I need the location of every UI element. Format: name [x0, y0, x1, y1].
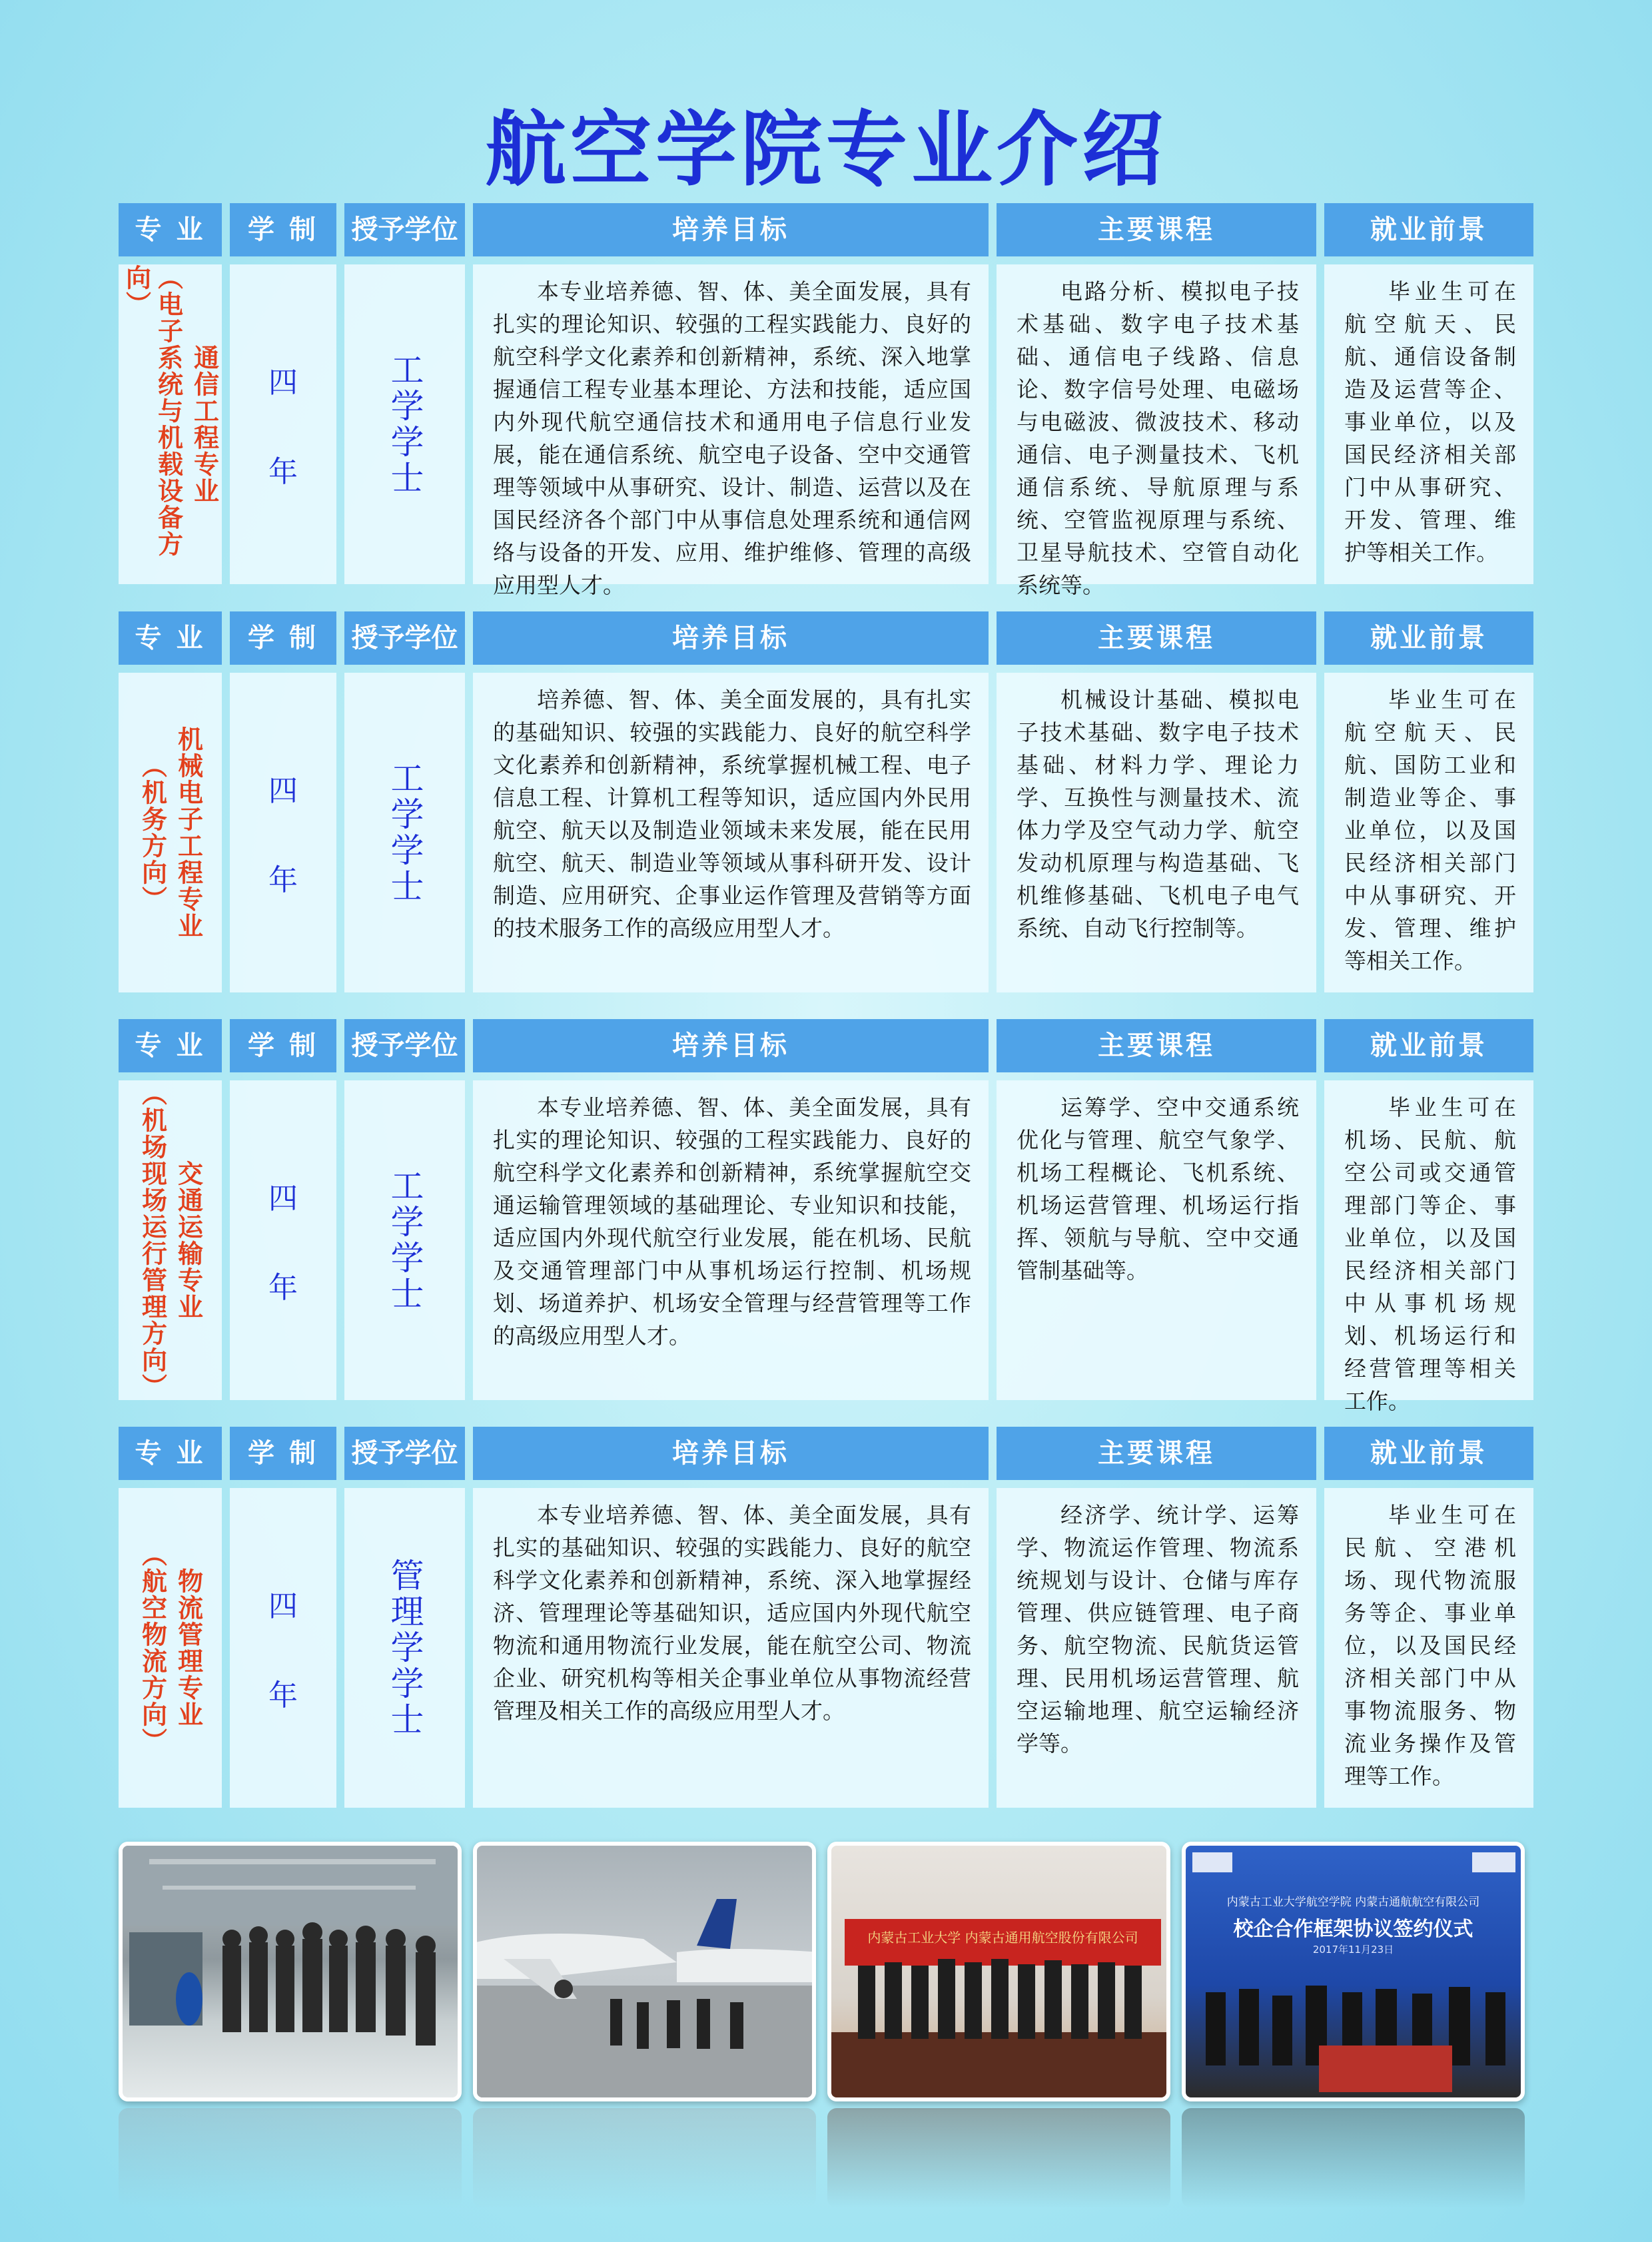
degree-cell [344, 673, 465, 992]
duration-unit: 年 [268, 863, 298, 897]
career-cell [1324, 673, 1533, 992]
duration-cell [230, 1488, 336, 1808]
hangar-visit-photo [119, 1842, 462, 2101]
degree-text: 工学学士 [385, 761, 424, 905]
duration-cell [230, 1080, 336, 1400]
duration-unit: 年 [268, 1679, 298, 1712]
duration-unit: 年 [268, 455, 298, 489]
header-courses: 主要课程 [997, 1427, 1316, 1480]
degree-cell [344, 264, 465, 584]
major-name: 通信工程专业 [189, 344, 219, 504]
career-cell [1324, 1080, 1533, 1414]
major-name-cell [119, 1080, 222, 1400]
courses-cell [997, 673, 1316, 992]
degree-text: 工学学士 [385, 352, 424, 496]
duration-cell [230, 673, 336, 992]
program-section [119, 1427, 1533, 1820]
page-title: 航空学院专业介绍 [485, 103, 1167, 197]
ceremony-date: 2017年11月23日 [1312, 1944, 1394, 1956]
major-direction: （机务方向） [137, 753, 167, 913]
goal-cell [473, 1488, 989, 1808]
major-direction: （电子系统与机载设备方向） [121, 264, 183, 558]
header-career: 就业前景 [1324, 1427, 1533, 1480]
photo-reflection [473, 2108, 816, 2208]
header-major: 专 业 [119, 611, 222, 665]
degree-cell [344, 1488, 465, 1808]
header-major: 专 业 [119, 1427, 222, 1480]
goal-text: 本专业培养德、智、体、美全面发展，具有扎实的理论知识、较强的工程实践能力、良好的航空科学文化素养和创新精神，系统掌握航空交通运输管理领域的基础理论、专业知识和技能，适应国内外现代航空行业发展，能在机场、民航及交通管理部门中从事机场运行控制、机场规划、场道养护、机场安全管理与经营管理等工作的高级应用型人才。 [493, 1094, 971, 1349]
major-direction: （机场现场运行管理方向） [137, 1080, 167, 1400]
header-career: 就业前景 [1324, 203, 1533, 256]
courses-text: 电路分析、模拟电子技术基础、数字电子技术基础、通信电子线路、信息论、数字信号处理、电磁场与电磁波、微波技术、移动通信、电子测量技术、飞机通信系统、导航原理与系统、空管监视原理与系统、卫星导航技术、空管自动化系统等。 [1017, 278, 1299, 598]
courses-text: 运筹学、空中交通系统优化与管理、航空气象学、机场工程概论、飞机系统、机场运营管理、机场运行指挥、领航与导航、空中交通管制基础等。 [1017, 1094, 1299, 1284]
ceremony-title: 校企合作框架协议签约仪式 [1233, 1918, 1473, 1941]
airport-apron-photo [473, 1842, 816, 2101]
career-cell [1324, 1488, 1533, 1808]
program-section [119, 1019, 1533, 1412]
duration-number: 四 [268, 1589, 298, 1623]
degree-text: 管理学学士 [385, 1558, 424, 1738]
goal-text: 培养德、智、体、美全面发展的，具有扎实的基础知识、较强的实践能力、良好的航空科学文化素养和创新精神，系统掌握机械工程、电子信息工程、计算机工程等知识，适应国内外民用航空、航天以及制造业领域未来发展，能在民用航空、航天、制造业等领域从事科研开发、设计制造、应用研究、企事业运作管理及营销等方面的技术服务工作的高级应用型人才。 [493, 687, 971, 941]
degree-text: 工学学士 [385, 1168, 424, 1312]
photo-reflection [119, 2108, 462, 2208]
courses-cell [997, 264, 1316, 598]
header-duration: 学 制 [230, 1019, 336, 1072]
header-duration: 学 制 [230, 611, 336, 665]
signing-ceremony-photo [1182, 1842, 1525, 2101]
header-duration: 学 制 [230, 203, 336, 256]
goal-text: 本专业培养德、智、体、美全面发展，具有扎实的基础知识、较强的实践能力、良好的航空科学文化素养和创新精神，系统、深入地掌握经济、管理理论等基础知识，适应国内外现代航空物流和通用物流行业发展，能在航空公司、物流企业、研究机构等相关企事业单位从事物流经营管理及相关工作的高级应用型人才。 [493, 1502, 971, 1724]
major-name: 物流管理专业 [173, 1568, 203, 1728]
header-courses: 主要课程 [997, 1019, 1316, 1072]
photo-reflection [827, 2108, 1170, 2208]
major-name-cell [119, 1488, 222, 1808]
header-career: 就业前景 [1324, 611, 1533, 665]
goal-cell [473, 1080, 989, 1400]
photo-strip [119, 1842, 1533, 2101]
ceremony-subtitle: 内蒙古工业大学航空学院 内蒙古通航航空有限公司 [1226, 1896, 1480, 1909]
goal-cell [473, 264, 989, 598]
duration-number: 四 [268, 1182, 298, 1216]
career-cell [1324, 264, 1533, 584]
header-goal: 培养目标 [473, 611, 989, 665]
career-text: 毕业生可在航空航天、民航、通信设备制造及运营等企、事业单位，以及国民经济相关部门中从事研究、开发、管理、维护等相关工作。 [1344, 278, 1516, 565]
header-duration: 学 制 [230, 1427, 336, 1480]
program-section [119, 611, 1533, 1004]
header-goal: 培养目标 [473, 1019, 989, 1072]
meeting-group-photo [827, 1842, 1170, 2101]
header-goal: 培养目标 [473, 203, 989, 256]
header-major: 专 业 [119, 203, 222, 256]
major-name-cell [119, 673, 222, 992]
duration-cell [230, 264, 336, 584]
career-text: 毕业生可在机场、民航、航空公司或交通管理部门等企、事业单位，以及国民经济相关部门中从事机场规划、机场运行和经营管理等相关工作。 [1344, 1094, 1516, 1414]
duration-unit: 年 [268, 1271, 298, 1305]
header-major: 专 业 [119, 1019, 222, 1072]
header-degree: 授予学位 [344, 611, 465, 665]
major-name: 机械电子工程专业 [173, 726, 203, 939]
courses-cell [997, 1080, 1316, 1400]
major-name-cell [119, 264, 222, 584]
goal-cell [473, 673, 989, 992]
program-section [119, 203, 1533, 596]
header-degree: 授予学位 [344, 203, 465, 256]
courses-cell [997, 1488, 1316, 1808]
career-text: 毕业生可在航空航天、民航、国防工业和制造业等企、事业单位，以及国民经济相关部门中从事研究、开发、管理、维护等相关工作。 [1344, 687, 1516, 974]
courses-text: 机械设计基础、模拟电子技术基础、数字电子技术基础、材料力学、理论力学、互换性与测量技术、流体力学及空气动力学、航空发动机原理与构造基础、飞机维修基础、飞机电子电气系统、自动飞行控制等。 [1017, 687, 1299, 941]
header-goal: 培养目标 [473, 1427, 989, 1480]
courses-text: 经济学、统计学、运筹学、物流运作管理、物流系统规划与设计、仓储与库存管理、供应链管理、电子商务、航空物流、民航货运管理、民用机场运营管理、航空运输地理、航空运输经济学等。 [1017, 1502, 1299, 1756]
header-courses: 主要课程 [997, 611, 1316, 665]
header-degree: 授予学位 [344, 1427, 465, 1480]
major-name: 交通运输专业 [173, 1160, 203, 1320]
header-career: 就业前景 [1324, 1019, 1533, 1072]
major-direction: （航空物流方向） [137, 1541, 167, 1754]
header-degree: 授予学位 [344, 1019, 465, 1072]
photo-reflection [1182, 2108, 1525, 2208]
header-courses: 主要课程 [997, 203, 1316, 256]
duration-number: 四 [268, 774, 298, 808]
degree-cell [344, 1080, 465, 1400]
duration-number: 四 [268, 366, 298, 400]
meeting-banner-text: 内蒙古工业大学 内蒙古通用航空股份有限公司 [867, 1930, 1138, 1946]
career-text: 毕业生可在民航、空港机场、现代物流服务等企、事业单位，以及国民经济相关部门中从事物流服务、物流业务操作及管理等工作。 [1344, 1502, 1516, 1789]
goal-text: 本专业培养德、智、体、美全面发展，具有扎实的理论知识、较强的工程实践能力、良好的航空科学文化素养和创新精神，系统、深入地掌握通信工程专业基本理论、方法和技能，适应国内外现代航空通信技术和通用电子信息行业发展，能在通信系统、航空电子设备、空中交通管理等领域中从事研究、设计、制造、运营以及在国民经济各个部门中从事信息处理系统和通信网络与设备的开发、应用、维护维修、管理的高级应用型人才。 [493, 278, 971, 598]
